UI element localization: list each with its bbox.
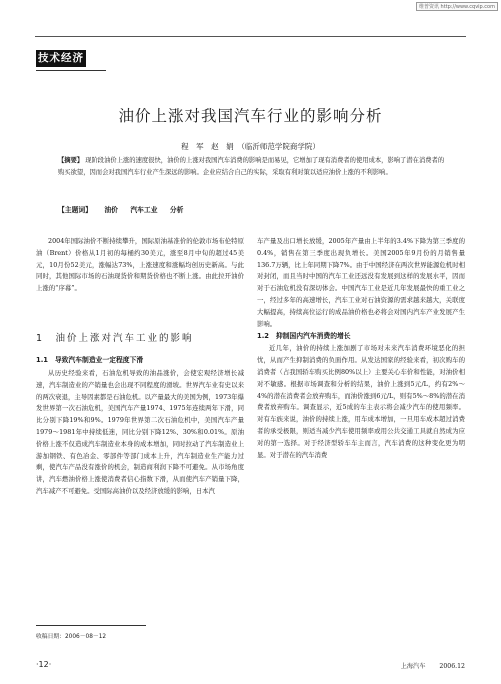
column-banner: 技术经济 [36, 50, 86, 67]
keyword-item: 汽车工业 [130, 206, 158, 214]
footnote-rule [36, 625, 146, 626]
keyword-item: 分析 [169, 206, 184, 214]
right-continued-text: 车产量及出口增长放缓，2005年产量由上半年的3.4%下降为第三季度的0.4%，销售在第三季度出现负增长。美国2005年9月份的月销售量136.7万辆，比上年同期下降7%。由于中国经济在两次世界能源危机时相对封闭，而且当时中国的汽车工业还远没有发展到这样的发展水平，因而对于石油危机没有深切体会。中国汽车工业是近几年发展最快的重工业之一，经过多年的高速增长，汽车工业对石油资源的需求越来越大，关联度大幅提高，持续高位运行的成品油价格也必将会对国内汽车产业发展产生影响。 [257, 237, 465, 328]
keywords-label: 【主题词】 [58, 206, 92, 214]
watermark: 维普资讯 http://www.cqvip.com [416, 2, 498, 11]
journal-name: 上海汽车 [400, 663, 426, 670]
header-rule [35, 36, 466, 37]
abstract-label: 【摘要】 [58, 157, 84, 164]
keywords [58, 204, 450, 214]
page-number: ·12· [36, 660, 52, 669]
section-heading-1: 1 油价上涨对汽车工业的影响 [36, 333, 194, 344]
article-title: 油价上涨对我国汽车行业的影响分析 [118, 107, 383, 125]
body-text-1-1: 从历史经验来看，石油危机导致的油品涨价，会使宏观经济增长减速，汽车制造业的产销量也会出现不同程度的滑坡。世界汽车业有史以来的两次衰退，主导因素都是石油危机。以产量最大的美国为例，1973年爆发世界第一次石油危机，美国汽车产量1974、1975年连续两年下滑，同比分别下降19%和9%。1979年世界第二次石油危机中，美国汽车产量1979～1981年中持续低迷，同比分别下降12%、30%和0.01%。原油价格上涨不仅造成汽车制造业本身的成本增加，同时拉动了汽车制造业上游加钢铁、有色冶金、零部件等部门成本上升，汽车制造业生产能力过剩，使汽车产品没有涨价的机会，制造商利润下降不可避免。从市场角度讲，汽车燃油价格上涨使消费者信心指数下滑，从而使汽车产销量下降，汽车减产不可避免。受国际高油价以及经济放缓的影响，日本汽 [36, 369, 244, 495]
received-date: 收稿日期：2006－08－12 [36, 634, 107, 640]
body-text-1-2: 近几年，油价的持续上涨加剧了市场对未来汽车消费环境恶化的担忧，从而产生抑制消费的负面作用。从发达国家的经验来看，初次购车的消费者（占我国轿车购买比例80%以上）主要关心车价和性能，对油价相对不敏感。根据市场调查和分析的结果，油价上涨到5元/L，约有2%～4%的潜在消费者会放弃购车，而油价涨到6元/L，则有5%～8%的潜在消费者放弃购车。调查显示，近5成的车主表示将会减少汽车的使用频率。对有车族来说，油价的持续上涨，用车成本增加，一旦用车成本超过消费者的承受极限，则适当减少汽车使用频率或用公共交通工具就自然成为应对的第一选择。对于经济型轿车车主而言，汽车消费的这种变化更为明显。对于潜在的汽车消费 [257, 344, 465, 459]
abstract-text: 现阶段油价上涨的速度很快，油价的上涨对我国汽车消费的影响是而易见，它增加了现有消费者的使用成本，影响了潜在消费者的购买欲望，因而会对我国汽车行业产生深远的影响。企业应结合自己的实际，采取有利对策以适应油价上涨的不利影响。 [58, 157, 445, 176]
left-body-paragraph [36, 368, 244, 498]
keyword-item: 油价 [104, 206, 118, 214]
abstract [58, 155, 450, 178]
right-column [257, 236, 465, 461]
intro-text: 2004年国际油价不断持续攀升，国际原油基准价的伦敦市场布伦特原油（Brent）价格从1月初的每桶约30美元，涨至8月中旬的超过45美元，10月份52美元，涨幅达73%，上涨速度和涨幅均创历史新高。与此同时，其他国际市场的石油现货价和期货价格也不断上涨。由此拉开油价上涨的“序幕”。 [36, 237, 244, 293]
left-intro-paragraph [36, 236, 244, 295]
subsection-heading-1-2: 1.2 抑制国内汽车消费的增长 [257, 332, 351, 341]
journal-info [389, 661, 465, 670]
author-line: 程 军 赵 娟 （临沂师范学院商学院） [181, 142, 320, 151]
subsection-heading-1-1: 1.1 导致汽车制造业一定程度下滑 [36, 356, 144, 364]
banner-rule [36, 70, 106, 71]
journal-issue: 2006.12 [439, 663, 465, 670]
